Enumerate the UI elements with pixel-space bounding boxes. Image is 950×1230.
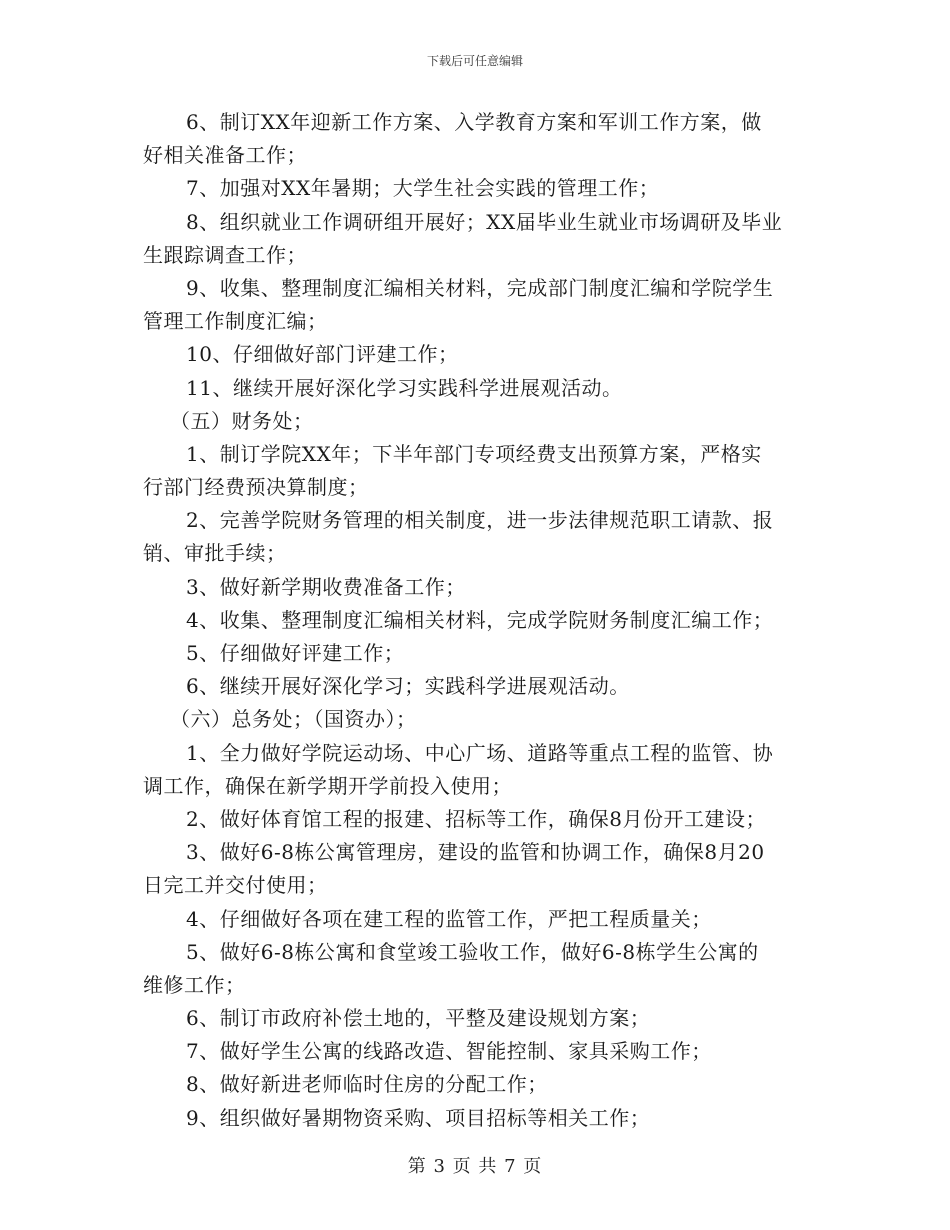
paragraph-line: 调工作，确保在新学期开学前投入使用； (143, 773, 512, 798)
paragraph-line: 4、收集、整理制度汇编相关材料，完成学院财务制度汇编工作； (186, 607, 774, 632)
paragraph-line: 8、组织就业工作调研组开展好；XX届毕业生就业市场调研及毕业 (186, 209, 783, 234)
paragraph-line: 6、继续开展好深化学习；实践科学进展观活动。 (186, 674, 630, 699)
paragraph-line: 管理工作制度汇编； (143, 309, 328, 334)
paragraph-line: 2、完善学院财务管理的相关制度，进一步法律规范职工请款、报 (186, 508, 774, 533)
paragraph-line: 3、做好6-8栋公寓管理房，建设的监管和协调工作，确保8月20 (186, 840, 765, 865)
paragraph-line: 11、继续开展好深化学习实践科学进展观活动。 (186, 375, 623, 400)
paragraph-line: 行部门经费预决算制度； (143, 475, 369, 500)
section-heading: （六）总务处；（国资办）； (170, 707, 417, 732)
paragraph-line: 维修工作； (143, 972, 246, 997)
paragraph-line: 7、做好学生公寓的线路改造、智能控制、家具采购工作； (186, 1039, 712, 1064)
paragraph-line: 6、制订XX年迎新工作方案、入学教育方案和军训工作方案，做 (186, 110, 762, 134)
paragraph-line: 8、做好新进老师临时住房的分配工作； (186, 1072, 548, 1097)
document-body (143, 106, 808, 1135)
paragraph-line: 2、做好体育馆工程的报建、招标等工作，确保8月份开工建设； (186, 806, 766, 831)
paragraph-line: 3、做好新学期收费准备工作； (186, 574, 466, 599)
paragraph-line: 5、仔细做好评建工作； (186, 641, 405, 665)
paragraph-line: 6、制订市政府补偿土地的，平整及建设规划方案； (186, 1006, 651, 1031)
paragraph-line: 9、收集、整理制度汇编相关材料，完成部门制度汇编和学院学生 (186, 275, 774, 300)
paragraph-line: 7、加强对XX年暑期；大学生社会实践的管理工作； (186, 176, 660, 201)
paragraph-line: 销、审批手续； (143, 541, 287, 566)
paragraph-line: 5、做好6-8栋公寓和食堂竣工验收工作，做好6-8栋学生公寓的 (186, 939, 759, 964)
paragraph-line: 日完工并交付使用； (143, 873, 328, 898)
paragraph-line: 1、全力做好学院运动场、中心广场、道路等重点工程的监管、协 (186, 740, 774, 765)
paragraph-line: 9、组织做好暑期物资采购、项目招标等相关工作； (186, 1105, 651, 1130)
paragraph-line: 生跟踪调查工作； (143, 242, 307, 267)
page-footer: 第 3 页 共 7 页 (407, 1156, 543, 1177)
section-heading: （五）财务处； (170, 408, 314, 433)
paragraph-line: 好相关准备工作； (143, 143, 307, 168)
paragraph-line: 10、仔细做好部门评建工作； (186, 342, 459, 367)
paragraph-line: 4、仔细做好各项在建工程的监管工作，严把工程质量关； (186, 906, 712, 931)
paragraph-line: 1、制订学院XX年；下半年部门专项经费支出预算方案，严格实 (186, 441, 762, 466)
page-header: 下载后可任意编辑 (426, 54, 523, 68)
